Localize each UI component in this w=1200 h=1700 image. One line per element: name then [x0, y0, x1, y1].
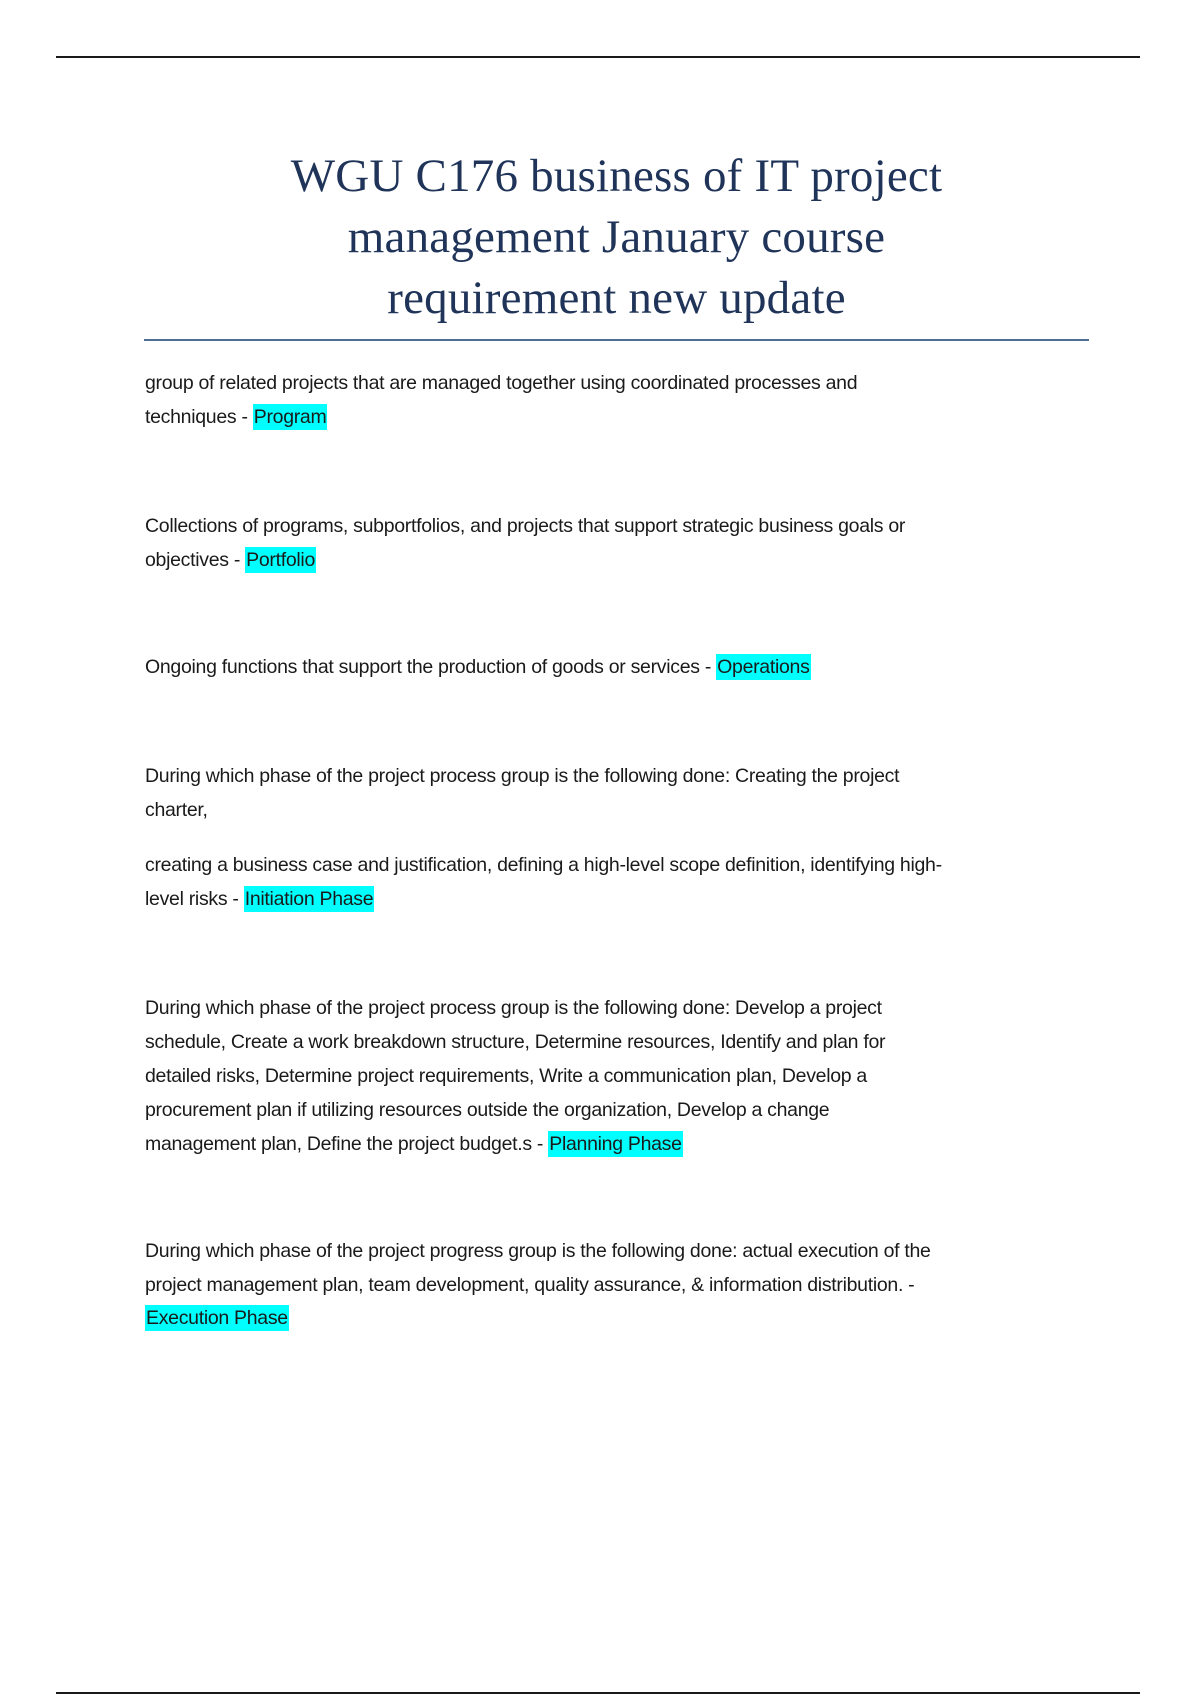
- flashcard-item: [145, 509, 1095, 577]
- question-line: procurement plan if utilizing resources outside the organization, Develop a change: [145, 1099, 830, 1121]
- flashcard-item: [145, 1235, 1095, 1336]
- title-line: WGU C176 business of IT project: [290, 150, 943, 202]
- answer-highlight: Operations: [717, 656, 810, 678]
- question-line: techniques -: [145, 406, 253, 428]
- answer-highlight: Initiation Phase: [244, 888, 374, 910]
- question-line: schedule, Create a work breakdown structure, Determine resources, Identify and plan for: [145, 1031, 886, 1053]
- question-line: During which phase of the project process group is the following done: Develop a project: [145, 997, 882, 1019]
- question-line: project management plan, team development, quality assurance, & information distribution. -: [145, 1273, 915, 1296]
- flashcard-item: [145, 991, 1095, 1161]
- flashcard-item: [145, 759, 1095, 916]
- title-line: requirement new update: [387, 272, 846, 324]
- document-title: [144, 146, 1089, 329]
- answer-highlight: Planning Phase: [549, 1133, 682, 1155]
- question-line: objectives -: [145, 549, 246, 571]
- question-line: group of related projects that are managed together using coordinated processes and: [145, 372, 858, 394]
- question-line: level risks -: [145, 888, 244, 910]
- question-line: creating a business case and justification, defining a high-level scope definition, identifying high-: [145, 854, 942, 876]
- question-line: charter,: [145, 799, 208, 821]
- header-rule: [56, 56, 1140, 58]
- flashcard-item: [145, 650, 1095, 684]
- title-line: management January course: [347, 211, 886, 263]
- footer-rule: [56, 1692, 1140, 1694]
- question-line: Ongoing functions that support the production of goods or services -: [145, 656, 717, 678]
- question-line: Collections of programs, subportfolios, and projects that support strategic business goals or: [145, 515, 906, 537]
- title-underline: [144, 339, 1089, 341]
- answer-highlight: Execution Phase: [146, 1307, 288, 1329]
- answer-highlight: Program: [253, 406, 327, 428]
- question-line: management plan, Define the project budget.s -: [145, 1133, 549, 1155]
- question-line: During which phase of the project process group is the following done: Creating the project: [145, 765, 900, 787]
- question-line: During which phase of the project progress group is the following done: actual execution of the: [145, 1240, 931, 1262]
- answer-highlight: Portfolio: [246, 549, 315, 571]
- question-line: detailed risks, Determine project requirements, Write a communication plan, Develop a: [145, 1065, 867, 1087]
- flashcard-item: [145, 366, 1095, 434]
